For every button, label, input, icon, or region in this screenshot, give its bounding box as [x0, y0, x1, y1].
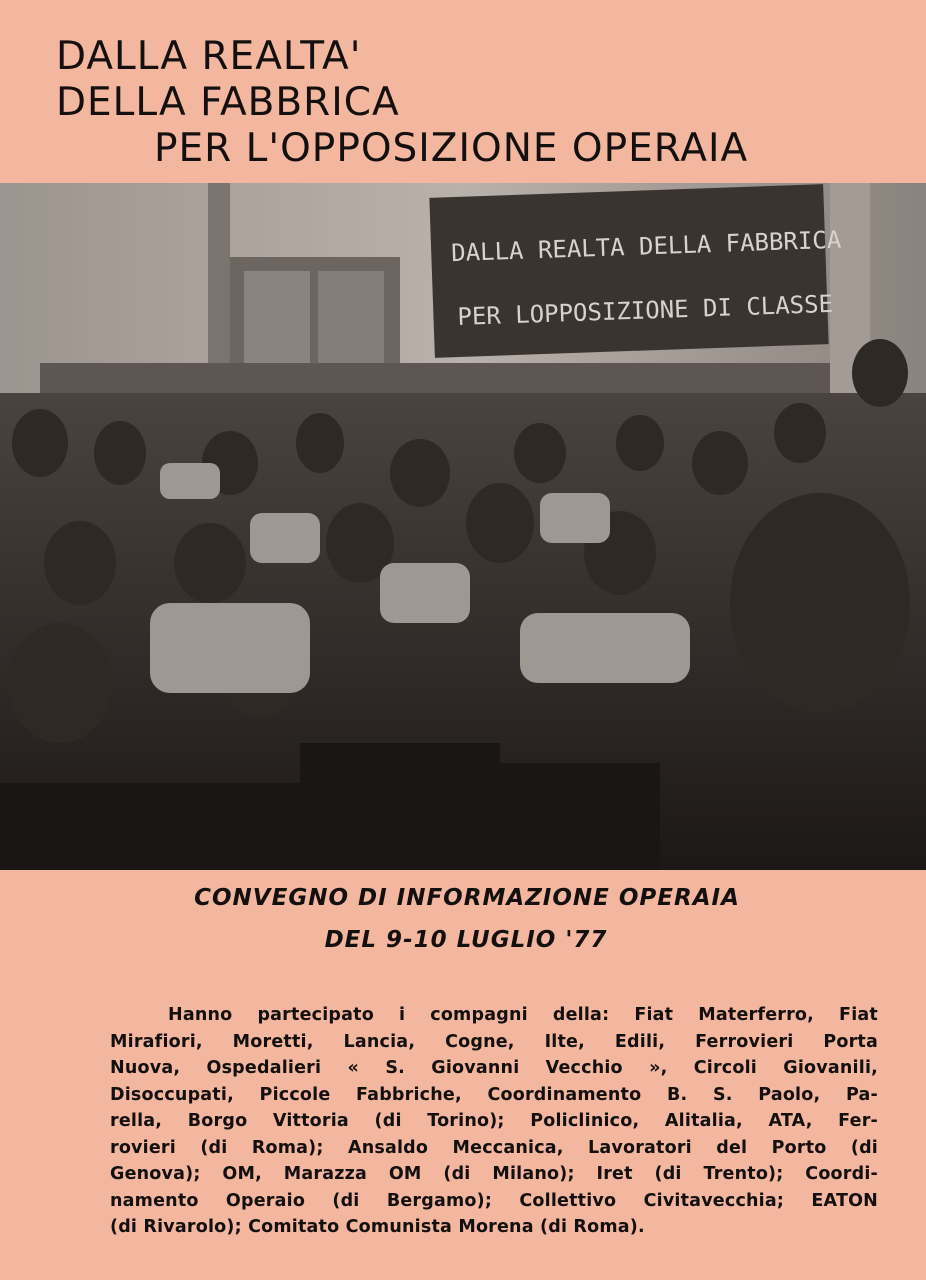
participants-paragraph: [110, 1002, 878, 1241]
participants-line: namento Operaio (di Bergamo); Collettivo Civitavecchia; EATON: [110, 1190, 878, 1211]
assembly-photo: [0, 183, 926, 870]
convegno-date: DEL 9-10 LUGLIO '77: [324, 927, 608, 953]
participants-line: Genova); OM, Marazza OM (di Milano); Iret (di Trento); Coordi-: [110, 1164, 878, 1184]
participants-line: Disoccupati, Piccole Fabbriche, Coordinamento B. S. Paolo, Pa-: [110, 1084, 878, 1105]
title-line-1: DALLA REALTA': [56, 34, 362, 79]
participants-line: Nuova, Ospedalieri « S. Giovanni Vecchio », Circoli Giovanili,: [110, 1058, 878, 1078]
cover-title: [56, 34, 896, 172]
convegno-heading: [0, 877, 926, 961]
title-line-2: DELLA FABBRICA: [56, 80, 400, 125]
participants-line: (di Rivarolo); Comitato Comunista Morena (di Roma).: [110, 1217, 645, 1237]
participants-line: rella, Borgo Vittoria (di Torino); Policlinico, Alitalia, ATA, Fer-: [110, 1111, 878, 1131]
participants-line: Hanno partecipato i compagni della: Fiat Materferro, Fiat: [168, 1005, 878, 1025]
convegno-title: CONVEGNO DI INFORMAZIONE OPERAIA: [194, 885, 740, 911]
title-line-3: PER L'OPPOSIZIONE OPERAIA: [154, 126, 749, 171]
banner-line-2: PER LOPPOSIZIONE DI CLASSE: [457, 289, 834, 332]
banner-line-1: DALLA REALTA DELLA FABBRICA: [450, 225, 842, 268]
participants-line: rovieri (di Roma); Ansaldo Meccanica, Lavoratori del Porto (di: [110, 1137, 878, 1158]
banner: [429, 184, 828, 358]
participants-line: Mirafiori, Moretti, Lancia, Cogne, Ilte, Edili, Ferrovieri Porta: [110, 1031, 878, 1052]
